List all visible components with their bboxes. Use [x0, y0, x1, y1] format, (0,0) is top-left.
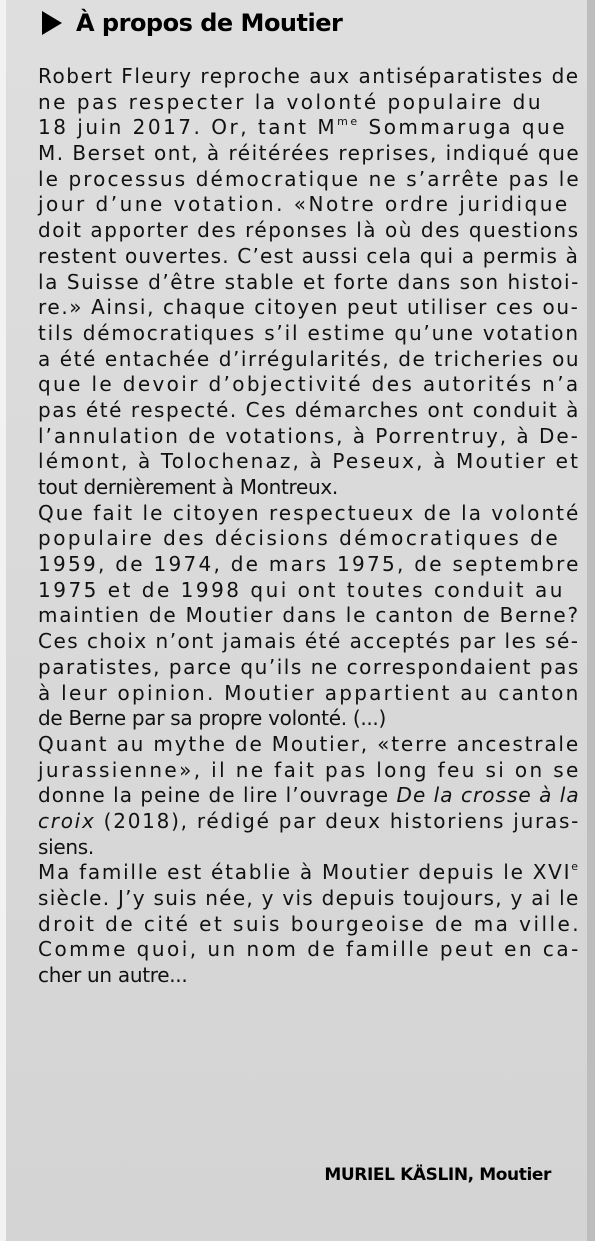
article-line: jurassienne», il ne fait pas long feu si on se: [38, 757, 581, 782]
article-line: lémont, à Tolochenaz, à Peseux, à Moutier et: [38, 449, 581, 474]
article-line: siens.: [38, 834, 94, 859]
article-line: a été entachée d’irrégularités, de tricheries ou: [38, 346, 581, 371]
article-line: Ma famille est établie à Moutier depuis le XVIe: [38, 860, 580, 885]
author-signature: MURIEL KÄSLIN, Moutier: [324, 1165, 551, 1185]
article-line: jour d’une votation. «Notre ordre juridique: [38, 192, 570, 217]
article-line: M. Berset ont, à réitérées reprises, indiqué que: [38, 141, 581, 166]
article-line: 1959, de 1974, de mars 1975, de septembre: [38, 552, 581, 577]
article-line: droit de cité et suis bourgeoise de ma ville.: [38, 911, 582, 936]
article-line: de Berne par sa propre volonté. (...): [38, 706, 386, 731]
article-header: [42, 4, 342, 42]
article-body: [38, 64, 582, 989]
article-line: que le devoir d’objectivité des autorités n’a: [38, 372, 581, 397]
article-line: pas été respecté. Ces démarches ont conduit à: [38, 397, 580, 422]
article-line: la Suisse d’être stable et forte dans son histoi-: [38, 269, 580, 294]
article-line: paratistes, parce qu’ils ne correspondaient pas: [38, 654, 580, 679]
article-line: croix (2018), rédigé par deux historiens juras-: [38, 808, 581, 833]
article-line: tout dernièrement à Montreux.: [38, 475, 338, 499]
article-line: 18 juin 2017. Or, tant $M^{me}$ Sommaruga que: [38, 115, 568, 140]
article-line: ne pas respecter la volonté populaire du: [38, 89, 543, 114]
article-line: à leur opinion. Moutier appartient au canton: [38, 680, 581, 705]
article-line: tils démocratiques s’il estime qu’une votation: [38, 320, 580, 345]
article-line: 1975 et de 1998 qui ont toutes conduit au: [38, 577, 565, 602]
article-line: donne la peine de lire l’ouvrage De la crosse à la: [38, 783, 580, 808]
play-triangle-icon: [42, 11, 62, 35]
article-line: populaire des décisions démocratiques de: [38, 526, 561, 551]
article-line: Quant au mythe de Moutier, «terre ancestrale: [38, 731, 580, 756]
article-line: re.» Ainsi, chaque citoyen peut utiliser ces ou-: [38, 295, 580, 320]
article-line: l’annulation de votations, à Porrentruy, à De-: [38, 423, 580, 448]
article-line: cher un autre...: [38, 963, 188, 988]
article-line: Que fait le citoyen respectueux de la volonté: [38, 500, 581, 525]
article-line: maintien de Moutier dans le canton de Berne?: [38, 603, 580, 628]
article-title: À propos de Moutier: [76, 9, 343, 37]
article-line: doit apporter des réponses là où des questions: [38, 218, 580, 243]
article-line: siècle. J’y suis née, y vis depuis toujours, y ai le: [38, 886, 580, 910]
article-line: restent ouvertes. C’est aussi cela qui a permis à: [38, 243, 580, 268]
article-line: Robert Fleury reproche aux antiséparatistes de: [38, 64, 580, 88]
article-line: Comme quoi, un nom de famille peut en ca-: [38, 937, 581, 962]
article-line: le processus démocratique ne s’arrête pas le: [38, 166, 581, 191]
article-line: Ces choix n’ont jamais été acceptés par les sé-: [38, 629, 580, 654]
